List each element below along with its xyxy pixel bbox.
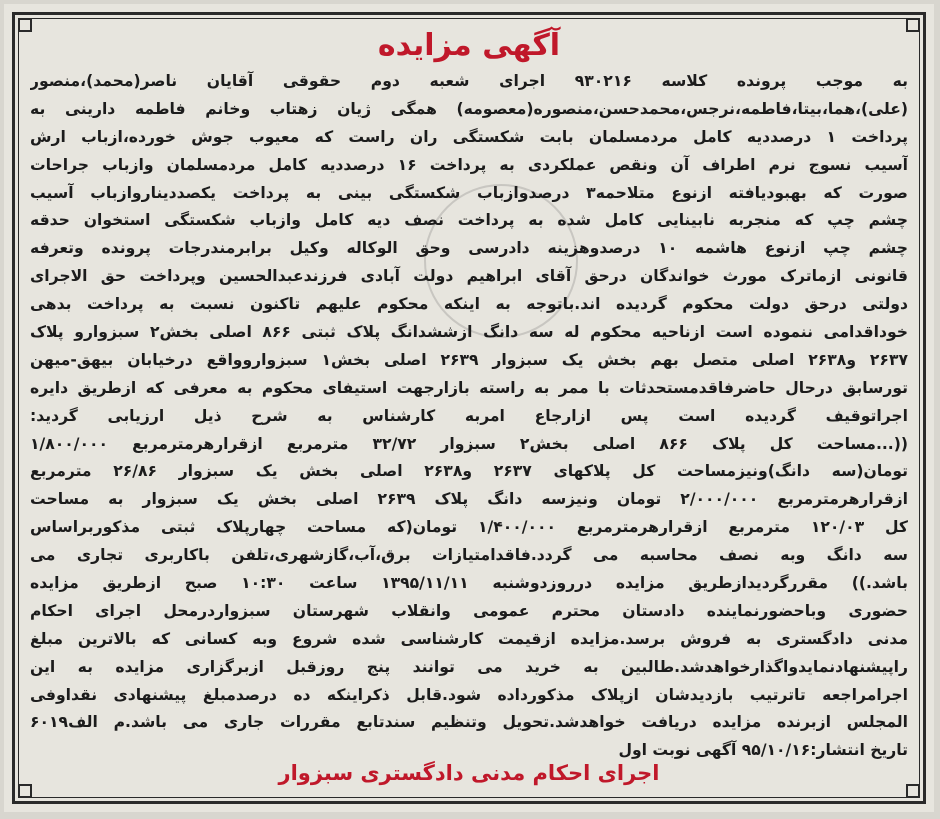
notice-line: اجرامراجعه تاترتیب بازدیدشان ازپلاک مذکورداده شود.قابل ذکراینکه ده درصدمبلغ پیشنهادی نقداوفی <box>30 685 908 704</box>
notice-line: سه دانگ وبه نصف محاسبه می گردد.فاقدامتیازات برق،آب،گازشهری،تلفن باکاربری تجاری می <box>30 546 908 565</box>
notice-body <box>30 68 908 765</box>
notice-title: آگهی مزایده <box>377 28 561 63</box>
notice-line: چشم چپ ازنوع هاشمه ۱۰ درصدوهزینه دادرسی وحق الوکاله وکیل برابرمندرجات پرونده وتعرفه <box>30 239 908 258</box>
notice-line: ازقرارهرمترمربع ۲/۰۰۰/۰۰۰ تومان ونیزسه دانگ پلاک ۲۶۳۹ اصلی بخش یک سبزوار به مساحت <box>30 490 908 509</box>
notice-line: باشد.)) مقررگردیدازطریق مزایده درروزدوشنبه ۱۳۹۵/۱۱/۱۱ ساعت ۱۰:۳۰ صبح ازطریق مزایده <box>30 574 908 593</box>
notice-line: به موجب پرونده کلاسه ۹۳۰۲۱۶ اجرای شعبه دوم حقوقی آقایان ناصر(محمد)،منصور <box>30 72 908 90</box>
notice-line: (علی)،هما،بیتا،فاطمه،نرجس،محمدحسن،منصوره(معصومه) همگی ژیان زهتاب وخانم فاطمه دارینی به <box>30 99 908 118</box>
notice-line: تومان(سه دانگ)ونیزمساحت کل پلاکهای ۲۶۳۷ و۲۶۳۸ اصلی بخش یک سبزوار ۲۶/۸۶ مترمربع <box>30 462 908 481</box>
notice-line: دولتی درحق دولت محکوم گردیده اند.باتوجه به اینکه محکوم علیهم تاکنون نسبت به پرداخت بدهی <box>30 295 908 314</box>
notice-line: المجلس ازبرنده مزایده دریافت خواهدشد.تحویل وتنظیم سندتابع مقررات جاری می باشد.م الف۶۰۱۹ <box>30 713 908 732</box>
notice-line: کل ۱۲۰/۰۳ مترمربع ازقرارهرمترمربع ۱/۴۰۰/۰۰۰ تومان(که مساحت چهارپلاک ثبتی مذکوربراساس <box>30 518 908 537</box>
notice-line: راپیشنهادنمایدواگذارخواهدشد.طالبین به خرید می توانند پنج روزقبل ازبرگزاری مزایده به این <box>30 657 908 676</box>
notice-content <box>30 26 908 790</box>
notice-line: پرداخت ۱ درصددیه کامل مردمسلمان بابت شکستگی ران راست که معیوب جوش خورده،ازباب ارش <box>30 127 908 146</box>
notice-line: چشم چپ که منجربه نابینایی کامل شده به پرداخت نصف دیه کامل وازباب شکستگی استخوان حدقه <box>30 211 908 230</box>
notice-line: مدنی دادگستری به فروش برسد.مزایده ازقیمت کارشناسی شده شروع وبه کسانی که بالاترین مبلغ <box>30 629 908 648</box>
notice-line: حضوری وباحضورنماینده دادستان محترم عمومی وانقلاب شهرستان سبزواردرمحل اجرای احکام <box>30 601 908 620</box>
notice-line: اجراتوقیف گردیده است پس ازارجاع امربه کارشناس به شرح ذیل ارزیابی گردید: <box>30 406 908 425</box>
notice-line: قانونی ازماترک مورث خواندگان درحق آقای ابراهیم دولت آبادی فرزندعبدالحسین وپرداخت حق الاجرای <box>30 267 908 286</box>
newspaper-clipping <box>4 4 934 812</box>
notice-line: صورت که بهبودیافته ازنوع متلاحمه۳ درصدوازباب شکستگی بینی به پرداخت یکصددیناروازباب آسیب <box>30 183 908 202</box>
notice-line: آسیب نسوج نرم اطراف آن ونقص عملکردی به پرداخت ۱۶ درصددیه کامل مردمسلمان وازباب جراحات <box>30 155 908 174</box>
notice-line: ۲۶۳۷ و۲۶۳۸ اصلی متصل بهم بخش یک سبزوار ۲۶۳۹ اصلی بخش۱ سبزواروواقع درخیابان بیهق-میهن <box>30 350 908 369</box>
notice-line: تاریخ انتشار:۹۵/۱۰/۱۶ آگهی نوبت اول <box>618 741 908 760</box>
notice-line: تورسابق درحال حاضرفاقدمستحدثات با ممر به راسته بازارجهت استیفای محکوم به معرفی که ازطریق دایره <box>30 378 908 397</box>
notice-line: ((...مساحت کل پلاک ۸۶۶ اصلی بخش۲ سبزوار ۳۲/۷۲ مترمربع ازقرارهرمترمربع ۱/۸۰۰/۰۰۰ <box>30 434 908 453</box>
issuer-signature: اجرای احکام مدنی دادگستری سبزوار <box>278 761 660 785</box>
notice-line: خوداقدامی ننموده است ازناحیه محکوم له سه دانگ ازششدانگ پلاک ثبتی ۸۶۶ اصلی بخش۲ سبزوارو پلاک <box>30 323 908 342</box>
